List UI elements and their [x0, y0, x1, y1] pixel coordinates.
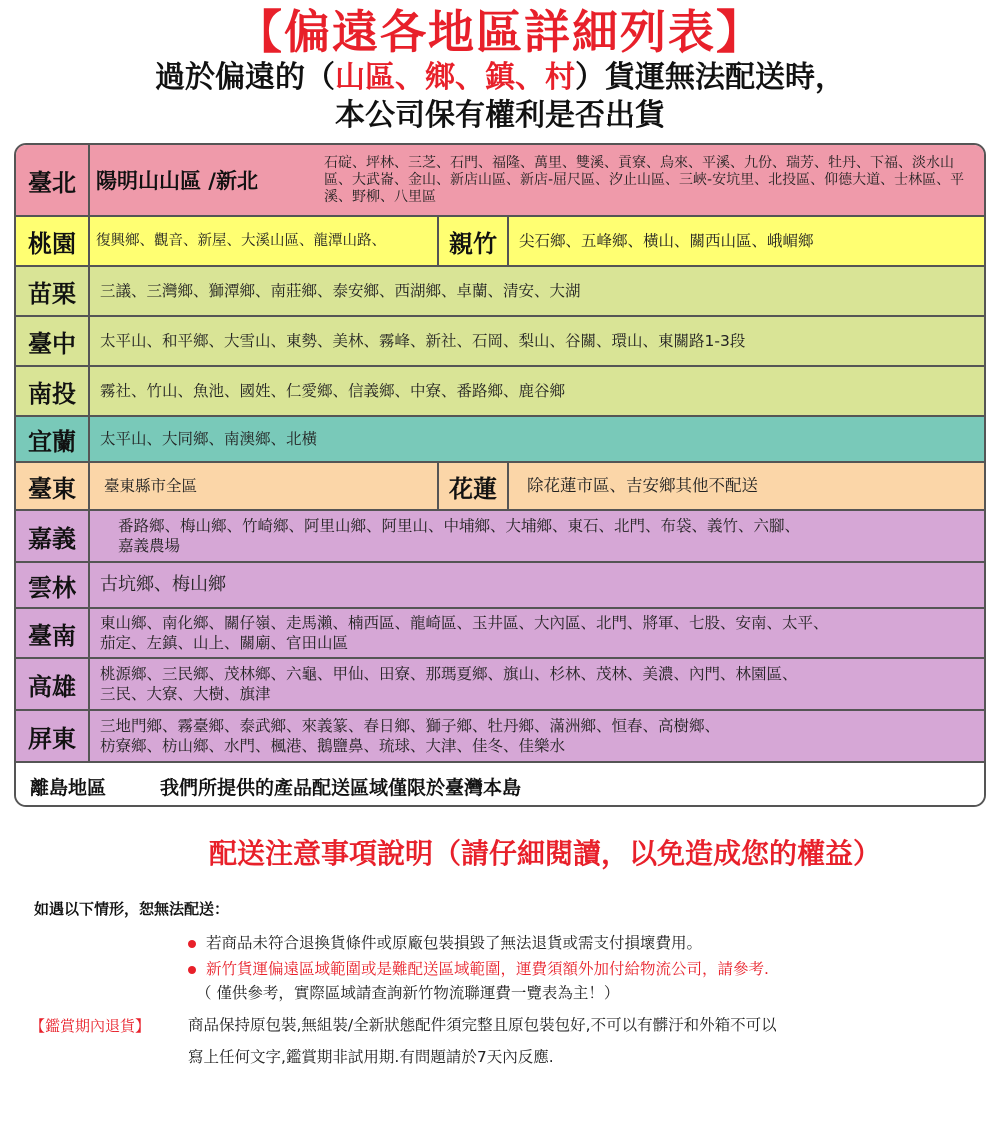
notice-bullet-2-note: （ 僅供參考，實際區域請查詢新竹物流聯運費一覽表為主！） — [196, 984, 620, 1002]
region-areas-yilan: 太平山、大同鄉、南澳鄉、北橫 — [100, 430, 318, 448]
return-policy-line-1: 商品保持原包裝,無組裝/全新狀態配件須完整且原包裝包好,不可以有髒汙和外箱不可以 — [188, 1016, 777, 1034]
return-policy-tag: 【鑑賞期內退貨】 — [30, 1017, 151, 1035]
row-taoyuan-hsinchu — [16, 217, 984, 267]
region-areas-miaoli: 三議、三灣鄉、獅潭鄉、南莊鄉、泰安鄉、西湖鄉、卓蘭、清安、大湖 — [100, 282, 581, 300]
region-label-yilan: 宜蘭 — [16, 417, 90, 461]
region-areas-pingtung — [90, 711, 984, 761]
region-label-miaoli: 苗栗 — [16, 267, 90, 315]
region-areas-hsinchu: 尖石鄉、五峰鄉、橫山、關西山區、峨嵋鄉 — [519, 232, 814, 250]
region-label-taipei: 臺北 — [16, 145, 90, 215]
region-areas-nantou: 霧社、竹山、魚池、國姓、仁愛鄉、信義鄉、中寮、番路鄉、鹿谷鄉 — [100, 382, 566, 400]
region-label-taitung: 臺東 — [16, 463, 90, 509]
region-label-tainan: 臺南 — [16, 609, 90, 657]
notice-bullet-1-text: 若商品未符合退換貨條件或原廠包裝損毀了無法退貨或需支付損壞費用。 — [206, 934, 703, 952]
return-policy-line-2: 寫上任何文字,鑑賞期非試用期.有問題請於7天內反應. — [188, 1048, 554, 1066]
notice-bullet-2-text: 新竹貨運偏遠區域範圍或是難配送區域範圍，運費須額外加付給物流公司，請參考. — [206, 960, 769, 978]
region-label-pingtung: 屏東 — [16, 711, 90, 761]
subtitle-prefix: 過於偏遠的（ — [155, 60, 335, 95]
region-areas-tainan-line-2: 茄定、左鎮、山上、關廟、官田山區 — [100, 634, 349, 652]
subtitle-suffix: ）貨運無法配送時， — [575, 60, 845, 95]
region-sublabel-taipei: 陽明山山區 /新北 — [96, 169, 258, 193]
row-taitung-hualien — [16, 463, 984, 511]
notice-bullet-1 — [188, 932, 702, 954]
region-areas-tainan — [90, 609, 984, 657]
region-areas-tainan-line-1: 東山鄉、南化鄉、關仔嶺、走馬瀨、楠西區、龍崎區、玉井區、大內區、北門、將軍、七股、安南、太平、 — [100, 614, 829, 632]
notice-bullet-2 — [188, 958, 769, 980]
row-nantou — [16, 367, 984, 417]
notice-intro: 如遇以下情形，恕無法配送： — [34, 900, 230, 918]
region-label-nantou: 南投 — [16, 367, 90, 415]
bullet-dot-icon — [188, 966, 196, 974]
region-areas-pingtung-line-1: 三地門鄉、霧臺鄉、泰武鄉、來義篆、春日鄉、獅子鄉、牡丹鄉、滿洲鄉、恒春、高樹鄉、 — [100, 717, 721, 735]
row-islands — [16, 763, 984, 807]
notice-title: 配送注意事項說明（請仔細閱讀，以免造成您的權益） — [208, 837, 881, 870]
region-areas-kaohsiung — [90, 659, 984, 709]
region-label-hsinchu: 親竹 — [439, 217, 509, 265]
region-areas-yunlin: 古坑鄉、梅山鄉 — [100, 574, 226, 595]
region-areas-taoyuan: 復興鄉、觀音、新屋、大溪山區、龍潭山路、 — [90, 217, 439, 265]
region-areas-kaohsiung-line-2: 三民、大寮、大樹、旗津 — [100, 685, 271, 703]
region-areas-taitung: 臺東縣市全區 — [90, 463, 439, 509]
region-areas-kaohsiung-line-1: 桃源鄉、三民鄉、茂林鄉、六龜、甲仙、田寮、那瑪夏鄉、旗山、杉林、茂林、美濃、內門、林園區、 — [100, 665, 798, 683]
subtitle-highlight: 山區、鄉、鎮、村 — [335, 60, 575, 95]
region-label-hualien: 花蓮 — [439, 463, 509, 509]
row-kaohsiung — [16, 659, 984, 711]
region-label-taoyuan: 桃園 — [16, 217, 90, 265]
region-label-yunlin: 雲林 — [16, 563, 90, 607]
region-areas-taichung: 太平山、和平鄉、大雪山、東勢、美林、霧峰、新社、石岡、梨山、谷關、環山、東關路1-3段 — [100, 332, 746, 350]
row-chiayi — [16, 511, 984, 563]
bullet-dot-icon — [188, 940, 196, 948]
region-text-islands: 我們所提供的產品配送區域僅限於臺灣本島 — [160, 776, 522, 799]
page-title: 【偏遠各地區詳細列表】 — [236, 5, 764, 59]
row-yunlin — [16, 563, 984, 609]
subtitle-line-1 — [0, 58, 1000, 98]
subtitle-line-2: 本公司保有權利是否出貨 — [335, 98, 665, 133]
region-areas-taipei: 石碇、坪林、三芝、石門、福隆、萬里、雙溪、貢寮、烏來、平溪、九份、瑞芳、牡丹、下福、淡水山區、大武崙、金山、新店山區、新店-屈尺區、汐止山區、三峽-安坑里、北投區、仰德大道、士林區、平溪、野柳、八里區 — [324, 154, 965, 205]
region-areas-chiayi — [90, 511, 984, 561]
region-areas-pingtung-line-2: 枋寮鄉、枋山鄉、水門、楓港、鵝鹽鼻、琉球、大津、佳冬、佳樂水 — [100, 737, 566, 755]
row-tainan — [16, 609, 984, 659]
region-label-islands: 離島地區 — [30, 776, 107, 799]
region-areas-hualien: 除花蓮市區、吉安鄉其他不配送 — [527, 476, 758, 495]
region-label-chiayi: 嘉義 — [16, 511, 90, 561]
row-pingtung — [16, 711, 984, 763]
row-yilan — [16, 417, 984, 463]
row-miaoli — [16, 267, 984, 317]
row-taichung — [16, 317, 984, 367]
region-areas-chiayi-line-2: 嘉義農場 — [118, 537, 181, 555]
region-label-kaohsiung: 高雄 — [16, 659, 90, 709]
region-table — [14, 143, 986, 807]
row-taipei — [16, 145, 984, 217]
region-label-taichung: 臺中 — [16, 317, 90, 365]
region-areas-chiayi-line-1: 番路鄉、梅山鄉、竹崎鄉、阿里山鄉、阿里山、中埔鄉、大埔鄉、東石、北門、布袋、義竹、六腳、 — [118, 517, 801, 535]
